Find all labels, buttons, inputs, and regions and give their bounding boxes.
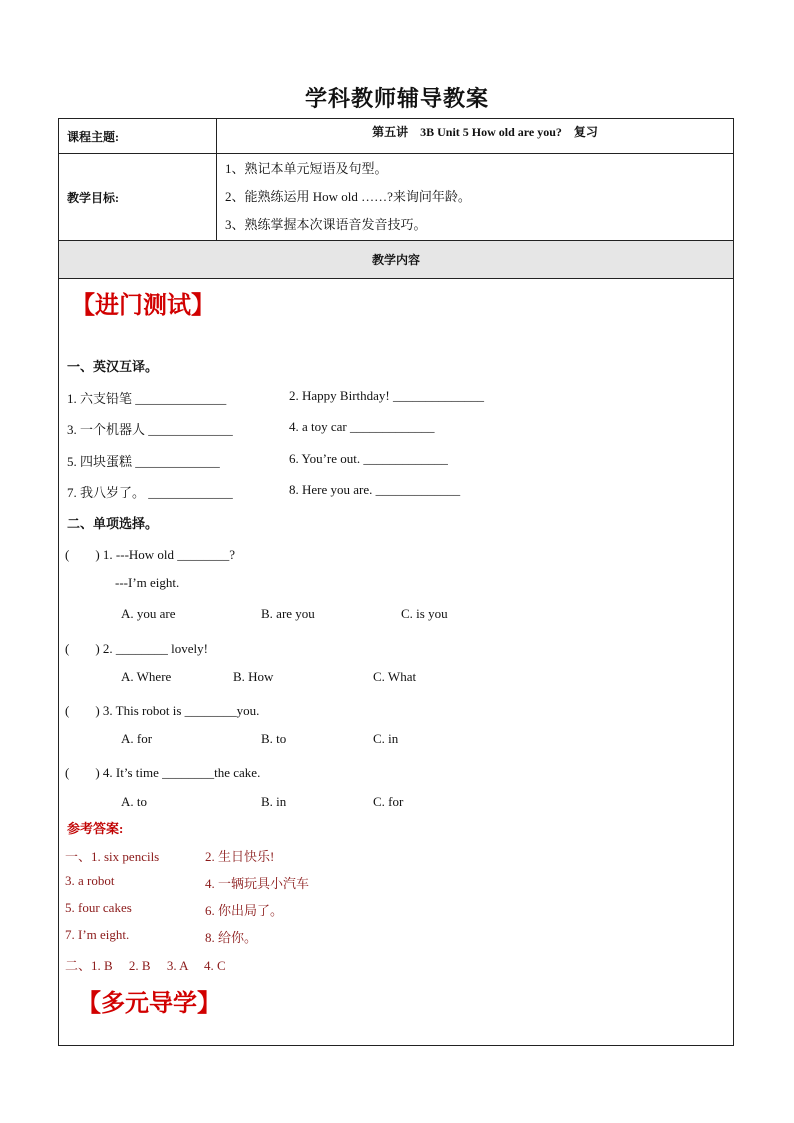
goal-label: 教学目标: — [59, 154, 217, 240]
section-guided-learning: 【多元导学】 — [77, 991, 221, 1017]
option: C. in — [373, 731, 399, 746]
topic-label: 课程主题: — [59, 119, 217, 153]
translate-item: 2. Happy Birthday! ______________ — [289, 388, 484, 403]
answer-item: 一、1. six pencils — [65, 849, 160, 864]
translate-item: 3. 一个机器人 _____________ — [67, 422, 233, 437]
document-title: 学科教师辅导教案 — [304, 86, 489, 111]
lesson-plan-table — [58, 118, 734, 1046]
answer-item: 7. I’m eight. — [65, 927, 130, 942]
topic-row — [59, 119, 733, 154]
translate-item: 4. a toy car _____________ — [289, 419, 435, 434]
goals-row — [59, 154, 733, 241]
goal-item: 3、熟练掌握本次课语音发音技巧。 — [225, 217, 427, 232]
answer-part2: 二、1. B 2. B 3. A 4. C — [65, 958, 226, 973]
goal-list — [217, 154, 733, 240]
option: B. are you — [261, 606, 315, 621]
question-2: ( ) 2. ________ lovely! — [65, 641, 208, 656]
translate-item: 7. 我八岁了。 _____________ — [67, 485, 233, 500]
question-1: ( ) 1. ---How old ________? — [65, 547, 236, 562]
option: C. for — [373, 794, 404, 809]
answer-item: 8. 给你。 — [205, 930, 258, 945]
goal-item: 1、熟记本单元短语及句型。 — [225, 161, 388, 176]
answer-item: 2. 生日快乐! — [205, 849, 275, 864]
part2-heading: 二、单项选择。 — [67, 516, 159, 531]
option: A. Where — [121, 669, 172, 684]
option: C. is you — [401, 606, 448, 621]
content-header: 教学内容 — [59, 241, 733, 279]
option: A. to — [121, 794, 147, 809]
question-3: ( ) 3. This robot is ________you. — [65, 703, 260, 718]
part1-heading: 一、英汉互译。 — [67, 359, 159, 374]
translate-item: 1. 六支铅笔 ______________ — [67, 391, 227, 406]
translate-item: 6. You’re out. _____________ — [289, 451, 448, 466]
answers-heading: 参考答案: — [67, 821, 124, 836]
answer-item: 6. 你出局了。 — [205, 903, 284, 918]
option: B. How — [233, 669, 274, 684]
question-4: ( ) 4. It’s time ________the cake. — [65, 765, 261, 780]
option: C. What — [373, 669, 417, 684]
question-1-reply: ---I’m eight. — [115, 575, 180, 590]
answer-item: 5. four cakes — [65, 900, 132, 915]
option: A. you are — [121, 606, 176, 621]
answer-item: 4. 一辆玩具小汽车 — [205, 876, 310, 891]
translate-item: 8. Here you are. _____________ — [289, 482, 461, 497]
translate-item: 5. 四块蛋糕 _____________ — [67, 454, 220, 469]
option: B. to — [261, 731, 287, 746]
option: A. for — [121, 731, 153, 746]
section-entry-test: 【进门测试】 — [71, 293, 215, 319]
goal-item: 2、能熟练运用 How old ……?来询问年龄。 — [225, 189, 471, 204]
option: B. in — [261, 794, 287, 809]
answer-item: 3. a robot — [65, 873, 115, 888]
topic-value: 第五讲 3B Unit 5 How old are you? 复习 — [372, 125, 598, 139]
